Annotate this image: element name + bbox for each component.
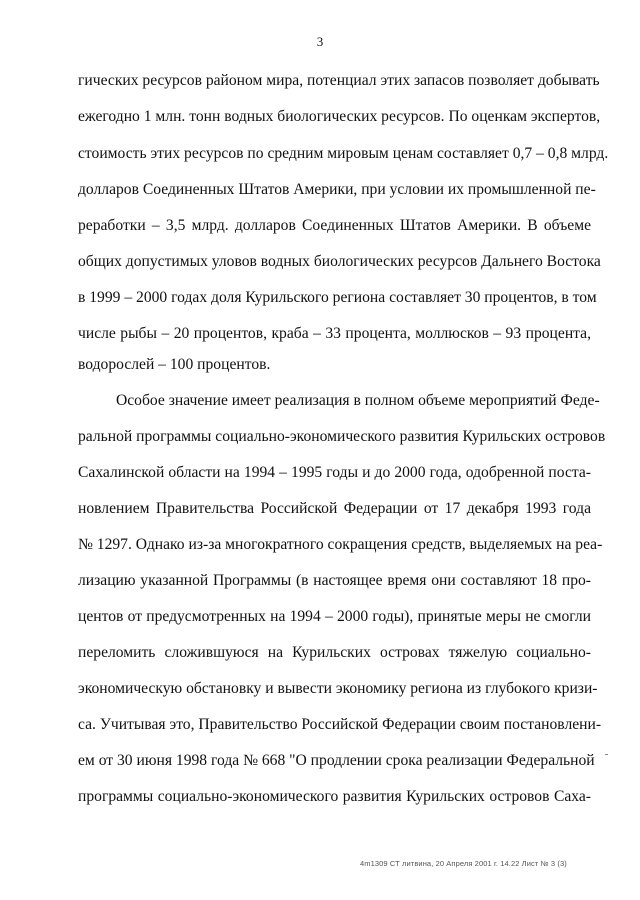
text-line: в 1999 – 2000 годах доля Курильского региона составляет 30 процентов, в том	[78, 289, 597, 306]
text-line: экономическую обстановку и вывести экономику региона из глубокого кризи-	[78, 680, 598, 697]
text-line: новлением Правительства Российской Федерации от 17 декабря 1993 года	[78, 500, 591, 517]
text-line: центов от предусмотренных на 1994 – 2000 годы), принятые меры не смогли	[78, 608, 591, 625]
text-line: лизацию указанной Программы (в настоящее время они составляют 18 про-	[78, 572, 591, 589]
text-line: ральной программы социально-экономического развития Курильских островов	[78, 428, 606, 445]
text-line: числе рыбы – 20 процентов, краба – 33 процента, моллюсков – 93 процента,	[78, 325, 591, 342]
page-number: 3	[316, 34, 324, 49]
text-line: реработки – 3,5 млрд. долларов Соединенных Штатов Америки. В объеме	[78, 217, 591, 234]
text-line: са. Учитывая это, Правительство Российской Федерации своим постановлени-	[78, 716, 602, 733]
text-line: ем от 30 июня 1998 года № 668 "О продлении срока реализации Федеральной	[78, 752, 595, 769]
margin-mark	[605, 754, 608, 755]
text-line: водорослей – 100 процентов.	[78, 356, 271, 373]
text-line: переломить сложившуюся на Курильских островах тяжелую социально-	[78, 644, 591, 661]
text-line: долларов Соединенных Штатов Америки, при условии их промышленной пе-	[78, 181, 596, 198]
text-line: № 1297. Однако из-за многократного сокращения средств, выделяемых на реа-	[78, 536, 603, 553]
text-line: Сахалинской области на 1994 – 1995 годы и до 2000 года, одобренной поста-	[78, 464, 591, 481]
text-line: стоимость этих ресурсов по средним мировым ценам составляет 0,7 – 0,8 млрд.	[78, 145, 609, 162]
text-line: программы социально-экономического развития Курильских островов Саха-	[78, 788, 591, 805]
paragraph-first-line: Особое значение имеет реализация в полном объеме мероприятий Феде-	[116, 392, 600, 409]
text-line: гических ресурсов районом мира, потенциал этих запасов позволяет добывать	[78, 72, 600, 89]
text-line: общих допустимых уловов водных биологических ресурсов Дальнего Востока	[78, 253, 601, 270]
document-footer: 4m1309 СТ литвина, 20 Апреля 2001 г. 14.22 Лист № 3 (3)	[360, 859, 567, 868]
text-line: ежегодно 1 млн. тонн водных биологических ресурсов. По оценкам экспертов,	[78, 108, 601, 125]
